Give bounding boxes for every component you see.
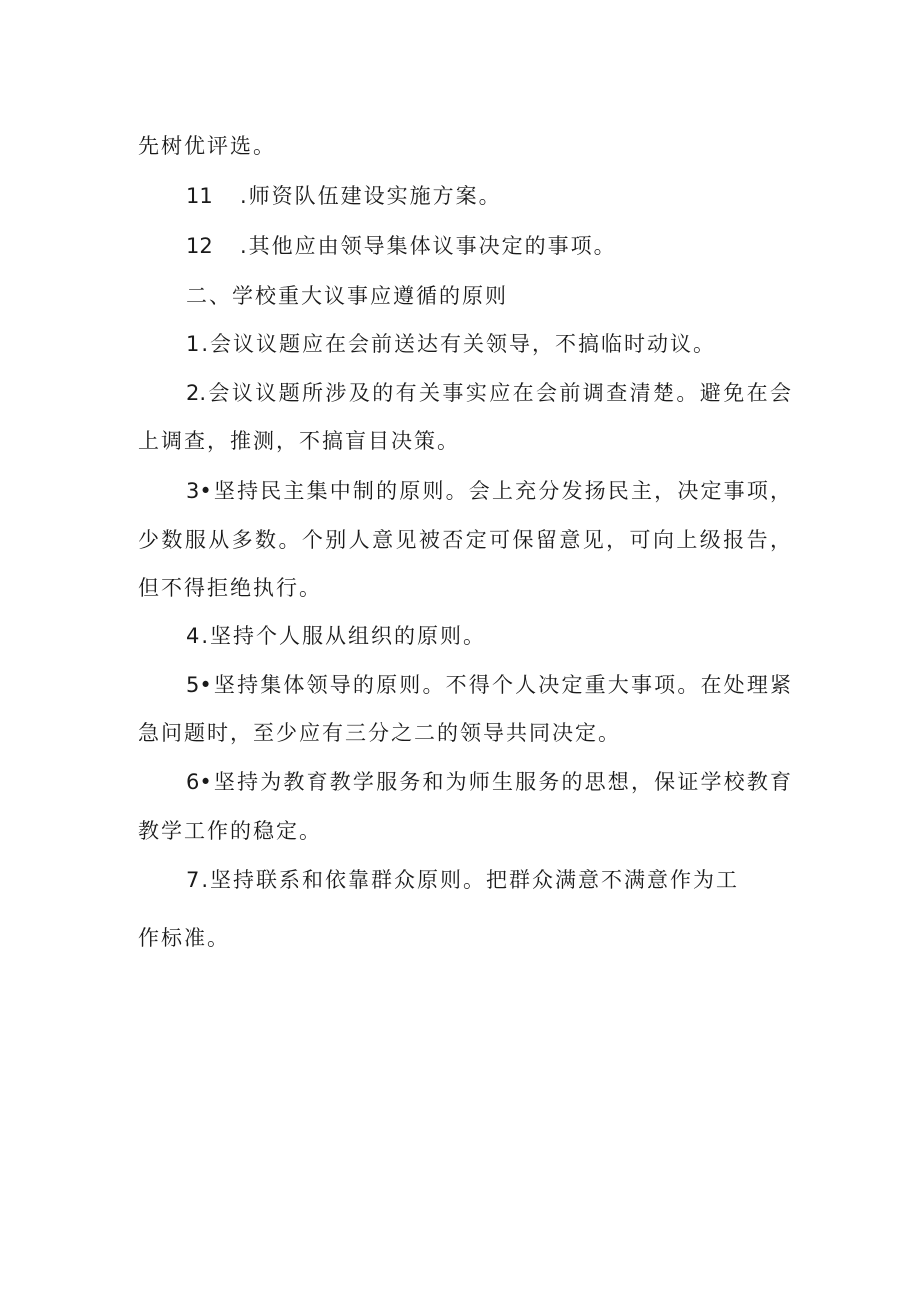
text-line: 1.会议议题应在会前送达有关领导，不搞临时动议。	[186, 332, 717, 356]
text-line: 少数服从多数。个别人意见被否定可保留意见，可向上级报告，	[138, 528, 791, 552]
text-line: 5•坚持集体领导的原则。不得个人决定重大事项。在处理紧	[186, 673, 791, 697]
text-line: 急问题时，至少应有三分之二的领导共同决定。	[138, 721, 621, 745]
item-text: .其他应由领导集体议事决定的事项。	[240, 234, 617, 258]
item-number: 12	[186, 234, 213, 258]
list-item-11	[186, 183, 502, 209]
item-text: .师资队伍建设实施方案。	[240, 184, 502, 208]
text-line: 上调查，推测，不搞盲目决策。	[138, 429, 460, 453]
text-line: 3•坚持民主集中制的原则。会上充分发扬民主，决定事项，	[186, 479, 791, 503]
text-line: 2.会议议题所涉及的有关事实应在会前调查清楚。避免在会	[186, 381, 791, 405]
list-item-12	[186, 233, 617, 259]
text-line: 6•坚持为教育教学服务和为师生服务的思想，保证学校教育	[186, 770, 791, 794]
text-line: 4.坚持个人服从组织的原则。	[186, 624, 487, 648]
text-line: 7.坚持联系和依靠群众原则。把群众满意不满意作为工	[186, 868, 740, 892]
text-line: 教学工作的稳定。	[138, 819, 322, 843]
text-line: 作标准。	[138, 926, 230, 950]
section-heading: 二、学校重大议事应遵循的原则	[186, 284, 508, 308]
text-line: 但不得拒绝执行。	[138, 576, 322, 600]
text-line: 先树优评选。	[138, 134, 276, 158]
item-number: 11	[186, 184, 213, 208]
